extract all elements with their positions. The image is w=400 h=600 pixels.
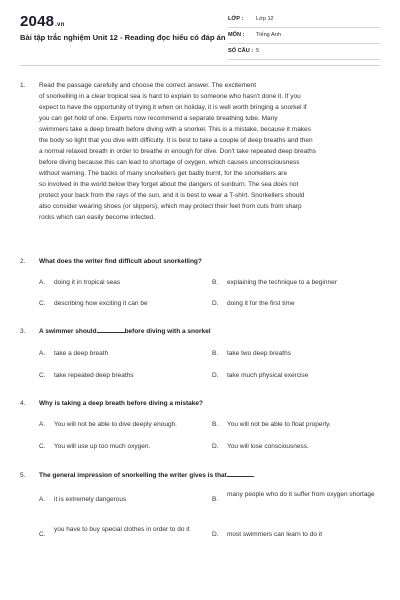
question-number: 5. — [20, 472, 26, 479]
question-number: 4. — [20, 400, 26, 407]
option-letter: A. — [39, 496, 46, 503]
passage-line: a normal relaxed breath in order to breathe in enough for dive. Don't take repeated deep breaths — [39, 148, 316, 155]
stem-part: The general impression of snorkelling the writer gives is that — [39, 472, 227, 479]
page-header — [0, 0, 400, 62]
meta-row-count — [228, 44, 380, 60]
option-text: You will not be able to dive deeply enough. — [54, 421, 177, 428]
logo-text: 2048 — [20, 13, 55, 30]
worksheet-title: Bài tập trắc nghiệm Unit 12 - Reading đọc hiểu có đáp án — [20, 33, 226, 42]
option-letter: C. — [39, 531, 46, 538]
option-letter: B. — [212, 421, 219, 428]
option-letter: C. — [39, 372, 46, 379]
option-letter: D. — [212, 443, 219, 450]
meta-value: Tiếng Anh — [256, 32, 281, 38]
option-letter: A. — [39, 350, 46, 357]
meta-row-class — [228, 12, 380, 28]
option-letter: C. — [39, 300, 46, 307]
option-text: it is extremely dangerous — [54, 496, 127, 503]
question-stem — [39, 326, 380, 337]
meta-value: 5 — [256, 48, 260, 54]
stem-part: A swimmer should — [39, 328, 97, 335]
meta-key: LỚP : — [228, 16, 244, 22]
logo-suffix: .vn — [55, 22, 65, 28]
meta-row-subject — [228, 28, 380, 44]
option-text: You will lose consciousness. — [227, 443, 309, 450]
site-logo[interactable] — [20, 13, 64, 30]
passage-line: without warning. The backs of many snorkellers get badly burnt, for the snorkellers are — [39, 170, 288, 177]
option-letter: D. — [212, 372, 219, 379]
passage-line: also consider wearing shoes (or slippers), which may protect their feet from cuts from sharp — [39, 203, 302, 210]
question-number: 2. — [20, 258, 26, 265]
question-stem — [39, 470, 380, 481]
option-letter: B. — [212, 350, 219, 357]
option-text: explaining the technique to a beginner — [227, 279, 337, 286]
meta-key: SỐ CÂU : — [228, 48, 254, 54]
option-letter: A. — [39, 279, 46, 286]
passage-line: Read the passage carefully and choose the correct answer. The excitement — [39, 82, 257, 89]
option-text: take two deep breaths — [227, 350, 291, 357]
passage-line: the body so light that you dive with difficulty. It is best to take a couple of deep breaths and then — [39, 137, 313, 144]
option-text: doing it for the first time — [227, 300, 295, 307]
option-letter: C. — [39, 443, 46, 450]
reading-passage — [39, 80, 380, 223]
option-text: take repeated deep breaths — [54, 372, 134, 379]
option-text: You will not be able to float properly. — [227, 421, 331, 428]
stem-part: before diving with a snorkel — [124, 328, 211, 335]
question-stem: What does the writer find difficult about snorkelling? — [39, 258, 202, 265]
header-divider — [20, 65, 380, 66]
passage-line: so involved in the world below they forget about the dangers of sunburn. The sea does not — [39, 181, 299, 188]
meta-key: MÔN : — [228, 32, 245, 38]
option-letter: B. — [212, 496, 219, 503]
passage-line: expect to have the opportunity of trying it when on holiday, it is well worth bringing a snorkel if — [39, 104, 307, 111]
option-letter: A. — [39, 421, 46, 428]
question-number: 1. — [20, 82, 26, 89]
question-stem: Why is taking a deep breath before diving a mistake? — [39, 400, 203, 407]
option-text: take a deep breath — [54, 350, 109, 357]
option-text: describing how exciting it can be — [54, 300, 148, 307]
option-text: doing it in tropical seas — [54, 279, 121, 286]
question-number: 3. — [20, 328, 26, 335]
option-letter: B. — [212, 279, 219, 286]
passage-line: of snorkelling in a clear tropical sea is hard to explain to someone who hasn't done it. If you — [39, 93, 301, 100]
stem-part: . — [252, 472, 255, 479]
worksheet-meta — [228, 12, 380, 60]
passage-line: swimmers take a deep breath before diving with a snorkel. This is a mistake, because it makes — [39, 126, 311, 133]
passage-line: you can get hold of one. Experts now recommend a separate breathing tube. Many — [39, 115, 278, 122]
option-text: take much physical exercise — [227, 372, 309, 379]
option-text: You will use up too much oxygen. — [54, 443, 151, 450]
passage-line: rocks which can easily become infected. — [39, 214, 155, 221]
option-letter: D. — [212, 300, 219, 307]
option-text: you have to buy special clothes in order to do it — [54, 526, 190, 533]
passage-line: protect your back from the rays of the sun, and it is best to wear a T-shirt. Snorkellers should — [39, 192, 305, 199]
meta-value: Lớp 12 — [256, 16, 274, 22]
option-text: most swimmers can learn to do it — [227, 531, 323, 538]
answer-blank — [227, 470, 253, 477]
answer-blank — [97, 326, 125, 333]
passage-line: before diving because this can lead to shortage of oxygen, which causes unconsciousness — [39, 159, 300, 166]
option-text: many people who do it suffer from oxygen shortage — [227, 491, 375, 498]
option-letter: D. — [212, 531, 219, 538]
